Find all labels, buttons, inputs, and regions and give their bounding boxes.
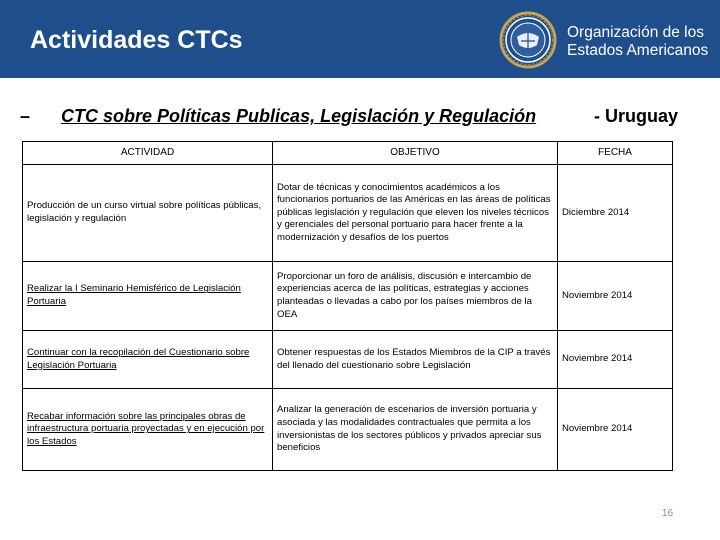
activities-table bbox=[22, 141, 673, 471]
table-row bbox=[23, 389, 673, 471]
bullet-dash: – bbox=[20, 106, 31, 126]
cell-objetivo: Analizar la generación de escenarios de inversión portuaria y asociada y las modalidades contractuales que permita a los inversionistas de los sectores públicos y privados apreciar sus beneficios bbox=[273, 389, 558, 471]
table-row bbox=[23, 331, 673, 389]
cell-fecha: Noviembre 2014 bbox=[558, 262, 673, 331]
cell-actividad: Producción de un curso virtual sobre políticas públicas, legislación y regulación bbox=[23, 165, 273, 262]
logo-text bbox=[567, 24, 708, 60]
cell-objetivo: Obtener respuestas de los Estados Miembros de la CIP a través del llenado del cuestionario sobre Legislación bbox=[273, 331, 558, 389]
oas-logo bbox=[497, 9, 717, 69]
column-header-objetivo: OBJETIVO bbox=[273, 142, 558, 165]
cell-fecha: Diciembre 2014 bbox=[558, 165, 673, 262]
table-header-row bbox=[23, 142, 673, 165]
slide-title: Actividades CTCs bbox=[30, 26, 243, 54]
cell-objetivo: Proporcionar un foro de análisis, discusión e intercambio de experiencias acerca de las políticas, estrategias y acciones planteadas o llevadas a cabo por los países miembros de la OEA bbox=[273, 262, 558, 331]
cell-fecha: Noviembre 2014 bbox=[558, 331, 673, 389]
table-row bbox=[23, 262, 673, 331]
cell-actividad: Continuar con la recopilación del Cuestionario sobre Legislación Portuaria bbox=[23, 331, 273, 389]
cell-actividad: Recabar información sobre las principales obras de infraestructura portuaria proyectadas y en ejecución por los Estados bbox=[23, 389, 273, 471]
ctc-name: CTC sobre Políticas Publicas, Legislación y Regulación bbox=[61, 106, 537, 126]
column-header-actividad: ACTIVIDAD bbox=[23, 142, 273, 165]
cell-objetivo: Dotar de técnicas y conocimientos académicos a los funcionarios portuarios de las Américas en las áreas de políticas públicas legislación y regulación que eleven los niveles técnicos y gerenciales del personal portuario para hacer frente a la modernización y desafíos de los puertos bbox=[273, 165, 558, 262]
column-header-fecha: FECHA bbox=[558, 142, 673, 165]
oas-seal-icon bbox=[499, 11, 557, 69]
logo-line-2: Estados Americanos bbox=[567, 42, 709, 59]
cell-fecha: Noviembre 2014 bbox=[558, 389, 673, 471]
table-row bbox=[23, 165, 673, 262]
slide-number: 16 bbox=[662, 508, 674, 519]
cell-actividad: Realizar la I Seminario Hemisférico de Legislación Portuaria bbox=[23, 262, 273, 331]
header-bar bbox=[0, 0, 720, 78]
ctc-country: - Uruguay bbox=[594, 106, 679, 126]
logo-line-1: Organización de los bbox=[567, 24, 704, 41]
